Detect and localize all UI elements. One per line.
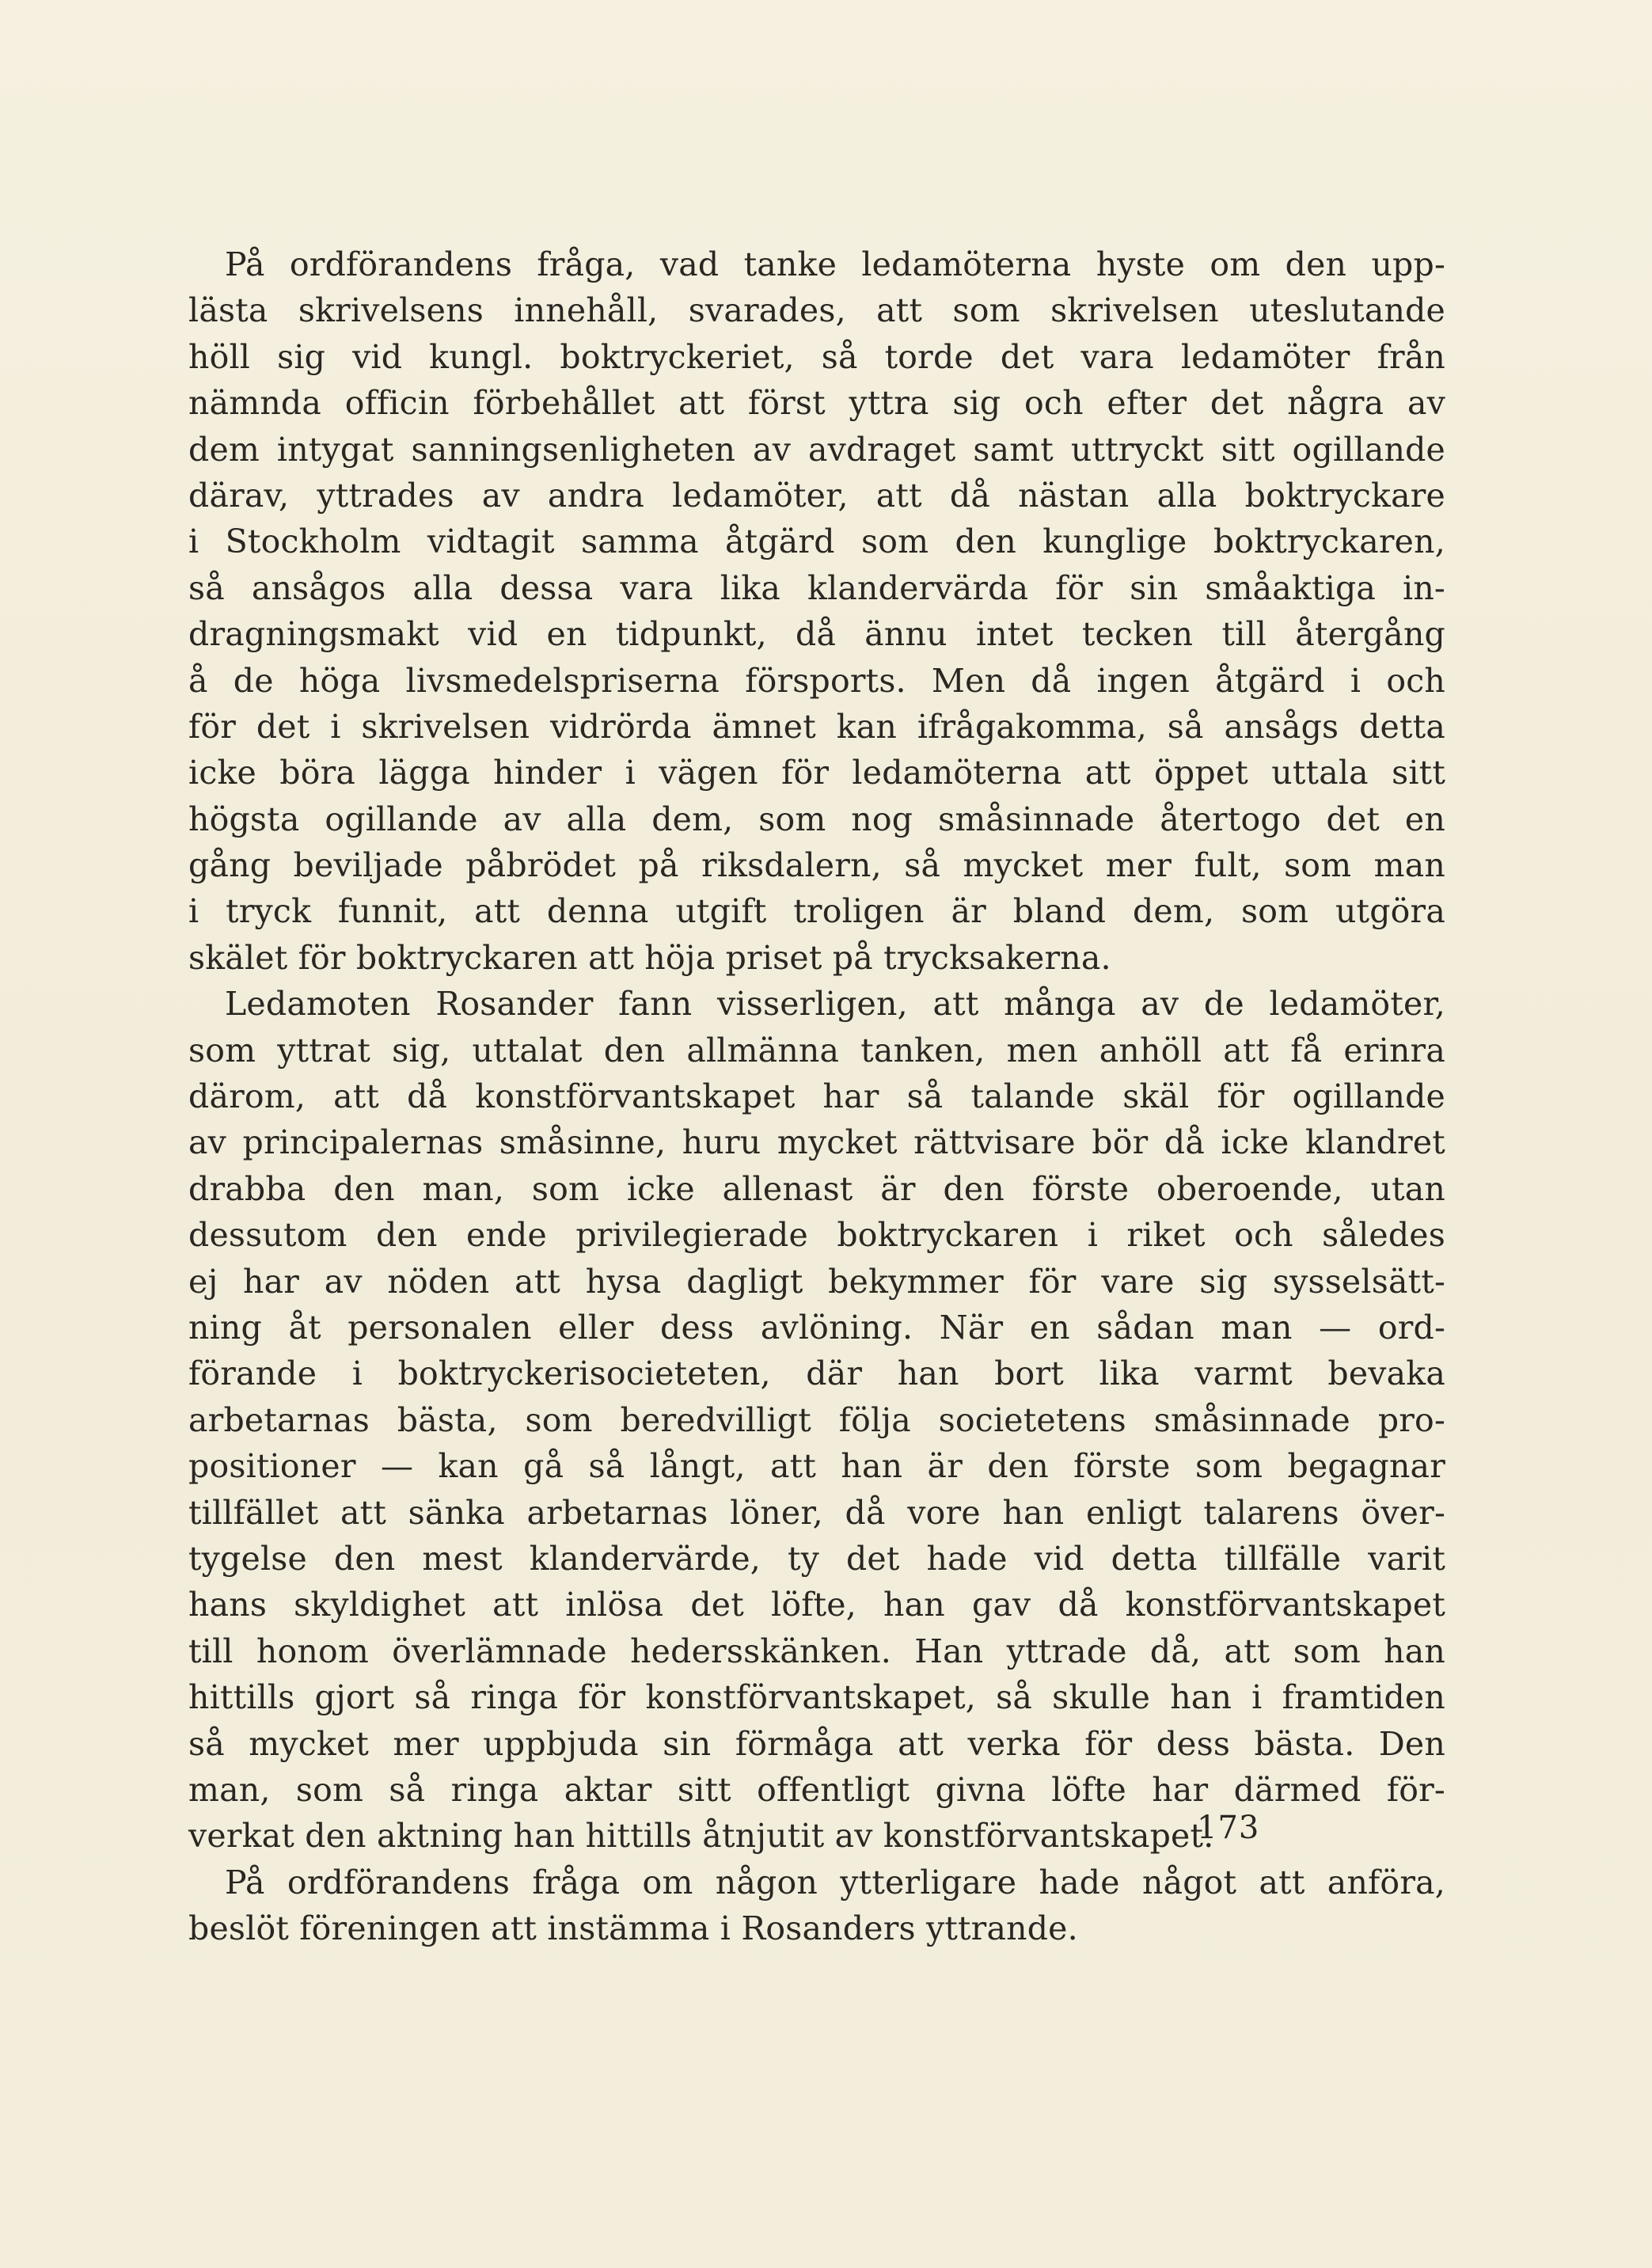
- text-line: förande i boktryckerisocieteten, där han bort lika varmt bevaka: [188, 1354, 1445, 1393]
- text-line: beslöt föreningen att instämma i Rosanders yttrande.: [188, 1909, 1078, 1948]
- text-line: i tryck funnit, att denna utgift troligen är bland dem, som utgöra: [188, 892, 1445, 931]
- text-line: högsta ogillande av alla dem, som nog småsinnade återtogo det en: [188, 800, 1445, 838]
- text-line: å de höga livsmedelspriserna försports. Men då ingen åtgärd i och: [188, 661, 1445, 700]
- text-line: som yttrat sig, uttalat den allmänna tanken, men anhöll att få erinra: [188, 1031, 1445, 1069]
- text-line: därav, yttrades av andra ledamöter, att då nästan alla boktryckare: [188, 476, 1445, 515]
- text-line: lästa skrivelsens innehåll, svarades, att som skrivelsen uteslutande: [188, 291, 1445, 330]
- body-text: [188, 241, 1445, 1951]
- text-line: nämnda officin förbehållet att först yttra sig och efter det några av: [188, 384, 1445, 423]
- text-line: hans skyldighet att inlösa det löfte, han gav då konstförvantskapet: [188, 1586, 1445, 1624]
- text-line: i Stockholm vidtagit samma åtgärd som den kunglige boktryckaren,: [188, 522, 1445, 561]
- text-line: ning åt personalen eller dess avlöning. När en sådan man — ord-: [188, 1308, 1445, 1347]
- text-line: till honom överlämnade hedersskänken. Han yttrade då, att som han: [188, 1632, 1445, 1670]
- text-line: tygelse den mest klandervärde, ty det hade vid detta tillfälle varit: [188, 1539, 1445, 1578]
- text-line: tillfället att sänka arbetarnas löner, då vore han enligt talarens över-: [188, 1493, 1445, 1532]
- text-line: av principalernas småsinne, huru mycket rättvisare bör då icke klandret: [188, 1123, 1445, 1162]
- paragraph: [188, 241, 1445, 981]
- text-line: för det i skrivelsen vidrörda ämnet kan ifrågakomma, så ansågs detta: [188, 707, 1445, 746]
- text-line: positioner — kan gå så långt, att han är den förste som begagnar: [188, 1447, 1445, 1486]
- paragraph: [188, 981, 1445, 1859]
- text-line: På ordförandens fråga om någon ytterligare hade något att anföra,: [225, 1863, 1445, 1901]
- text-line: icke böra lägga hinder i vägen för ledamöterna att öppet uttala sitt: [188, 754, 1445, 792]
- page-number: 173: [1197, 1810, 1260, 1846]
- text-line: På ordförandens fråga, vad tanke ledamöterna hyste om den upp-: [225, 245, 1445, 283]
- text-line: man, som så ringa aktar sitt offentligt givna löfte har därmed för-: [188, 1770, 1445, 1809]
- text-line: verkat den aktning han hittills åtnjutit av konstförvantskapet.: [188, 1817, 1214, 1856]
- text-line: dessutom den ende privilegierade boktryckaren i riket och således: [188, 1216, 1445, 1255]
- text-line: så mycket mer uppbjuda sin förmåga att verka för dess bästa. Den: [188, 1724, 1445, 1763]
- text-line: därom, att då konstförvantskapet har så talande skäl för ogillande: [188, 1077, 1445, 1116]
- text-line: dem intygat sanningsenligheten av avdraget samt uttryckt sitt ogillande: [188, 430, 1445, 469]
- text-line: gång beviljade påbrödet på riksdalern, så mycket mer fult, som man: [188, 846, 1445, 885]
- text-line: drabba den man, som icke allenast är den förste oberoende, utan: [188, 1169, 1445, 1208]
- text-line: arbetarnas bästa, som beredvilligt följa societetens småsinnade pro-: [188, 1400, 1445, 1439]
- text-line: Ledamoten Rosander fann visserligen, att många av de ledamöter,: [225, 985, 1445, 1024]
- text-line: hittills gjort så ringa för konstförvantskapet, så skulle han i framtiden: [188, 1678, 1445, 1717]
- paragraph: [188, 1860, 1445, 1952]
- text-line: ej har av nöden att hysa dagligt bekymmer för vare sig sysselsätt-: [188, 1262, 1445, 1301]
- text-line: skälet för boktryckaren att höja priset på trycksakerna.: [188, 938, 1111, 977]
- text-line: höll sig vid kungl. boktryckeriet, så torde det vara ledamöter från: [188, 337, 1445, 376]
- text-line: dragningsmakt vid en tidpunkt, då ännu intet tecken till återgång: [188, 615, 1445, 654]
- text-line: så ansågos alla dessa vara lika klandervärda för sin småaktiga in-: [188, 568, 1445, 607]
